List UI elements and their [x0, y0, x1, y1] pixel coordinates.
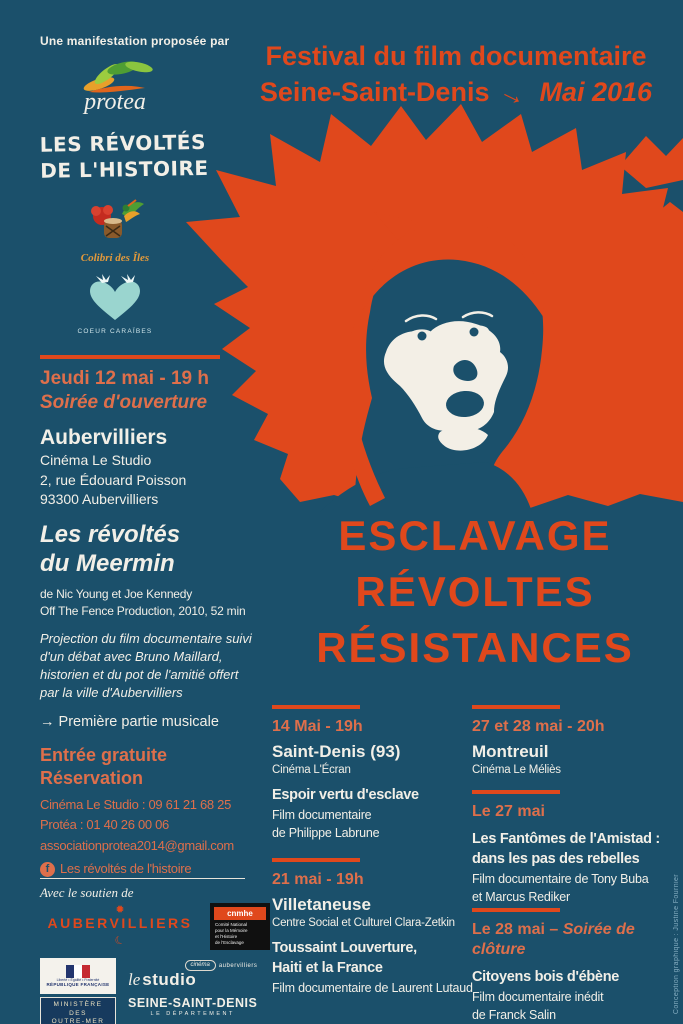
reservation-label: Réservation — [40, 767, 144, 788]
right-pupil — [470, 328, 479, 337]
opening-subtitle: Soirée d'ouverture — [40, 392, 208, 413]
studio-word: studio — [142, 970, 197, 989]
screening-date: 21 mai - 19h — [272, 871, 364, 888]
ministere-name — [40, 997, 116, 1024]
left-pupil — [418, 332, 427, 341]
main-title-line2: RÉVOLTES — [355, 568, 595, 615]
festival-title-line1: Festival du film documentaire — [265, 41, 647, 71]
screening-film-title — [472, 967, 678, 987]
contact-email: associationprotea2014@gmail.com — [40, 837, 234, 853]
screening-date: 27 et 28 mai - 20h — [472, 718, 605, 735]
colibri-caption: Colibri des Îles — [80, 252, 150, 264]
opening-film-title-line2: du Meermin — [40, 549, 175, 577]
screening-saint-denis — [272, 705, 467, 842]
revoltes-line1: LES RÉVOLTÉS — [39, 129, 207, 157]
cnmhe-acronym: cnmhe — [214, 907, 266, 920]
film-credits-line: Film documentaire — [272, 808, 372, 822]
screening-film-credits — [472, 989, 678, 1024]
republique-text: RÉPUBLIQUE FRANÇAISE — [46, 982, 110, 988]
festival-title-line2 — [240, 74, 672, 114]
revoltes-histoire-logo — [40, 128, 246, 184]
flag-stripes — [66, 965, 90, 978]
screening-venue: Centre Social et Culturel Clara-Zetkin — [272, 917, 455, 929]
festival-region: Seine-Saint-Denis — [259, 77, 490, 107]
screening-film-credits — [472, 871, 678, 906]
support-row1 — [40, 901, 270, 950]
opening-address2: 93300 Aubervilliers — [40, 491, 159, 507]
opening-film-credits-line1: de Nic Young et Joe Kennedy — [40, 586, 193, 601]
motto-text: Liberté • Égalité • Fraternité — [56, 977, 100, 982]
film-credits-line: de Philippe Labrune — [272, 825, 380, 840]
screening-date-suffix: Soirée de clôture — [472, 921, 635, 958]
coeur-caraibes-icon — [82, 274, 148, 322]
screening-city: Montreuil — [472, 742, 549, 761]
screening-film-title — [472, 829, 678, 869]
flame-fragment — [620, 136, 683, 188]
facebook-page-name: Les révoltés de l'histoire — [60, 861, 192, 876]
screening-film-credits — [272, 807, 467, 842]
screening-date: Le 27 mai — [472, 803, 545, 820]
orange-rule — [40, 355, 220, 359]
film-credits-line: Film documentaire inédit — [472, 990, 604, 1004]
studio-city: aubervilliers — [218, 962, 258, 969]
support-label: Avec le soutien de — [40, 885, 134, 900]
orange-rule — [472, 790, 560, 794]
revoltes-line2: DE L'HISTOIRE — [40, 155, 209, 183]
film-title-line: Espoir vertu d'esclave — [272, 787, 419, 803]
opening-venue: Cinéma Le Studio — [40, 452, 152, 468]
cnmhe-line: de l'Esclavage — [215, 940, 244, 945]
studio-le: le — [128, 970, 141, 989]
screening-date — [472, 920, 678, 960]
opening-film-credits-line2: Off The Fence Production, 2010, 52 min — [40, 603, 246, 618]
film-title-line: Toussaint Louverture, — [272, 940, 417, 956]
film-credits-line: de Franck Salin — [472, 1007, 556, 1022]
coeur-caraibes-caption: COEUR CARAÏBES — [77, 328, 153, 335]
colibri-logo — [40, 194, 190, 264]
cnmhe-line: et l'Histoire — [215, 934, 238, 939]
screening-film-title — [272, 938, 477, 978]
main-title-line1: ESCLAVAGE — [338, 512, 612, 559]
cnmhe-line: Comité National — [215, 922, 248, 927]
support-section — [40, 878, 270, 1024]
screening-film-credits — [272, 980, 477, 998]
orange-rule — [472, 705, 560, 709]
opening-city: Aubervilliers — [40, 426, 168, 449]
film-title-line: Les Fantômes de l'Amistad : — [472, 831, 660, 847]
design-credit: Conception graphique : Justine Fournier — [673, 873, 680, 1014]
sun-icon: ✹ — [115, 904, 125, 916]
film-credits-line: Film documentaire de Tony Buba — [472, 872, 649, 886]
studio-pill: cinéma — [185, 960, 216, 971]
support-row2 — [40, 958, 270, 1024]
orange-rule — [272, 705, 360, 709]
orange-rule — [272, 858, 360, 862]
moon-icon: ☾ — [112, 933, 128, 949]
ministere-line: DES — [69, 1009, 87, 1017]
opening-music-note: → Première partie musicale — [40, 713, 219, 730]
screening-city: Saint-Denis (93) — [272, 742, 401, 761]
divider — [40, 878, 245, 879]
film-credits-line: Film documentaire de Laurent Lutaud — [272, 981, 473, 995]
facebook-icon: f — [40, 862, 55, 877]
ministere-outremer-logo — [40, 958, 116, 1024]
main-title — [285, 508, 665, 676]
seine-saint-denis-logo — [128, 996, 257, 1017]
proposed-by-label: Une manifestation proposée par — [40, 34, 230, 48]
screening-venue: Cinéma Le Méliès — [472, 764, 561, 776]
cnmhe-logo — [210, 903, 270, 950]
screening-villetaneuse — [272, 858, 477, 998]
ministere-line: MINISTÈRE — [53, 1001, 103, 1008]
opening-description: Projection du film documentaire suivi d'un débat avec Bruno Maillard, historien et du pot de l'amitié offert par la ville d'Aubervilliers — [40, 630, 252, 700]
facebook-row — [40, 859, 266, 880]
opening-address1: 2, rue Édouard Poisson — [40, 471, 187, 488]
opening-film-title-line1: Les révoltés — [40, 520, 181, 548]
aubervilliers-logo — [40, 905, 200, 949]
screening-date-text: Le 28 mai – — [472, 921, 559, 938]
opening-date: Jeudi 12 mai - 19 h — [40, 368, 209, 389]
screening-cloture — [472, 908, 678, 1024]
french-flag — [40, 958, 116, 994]
contact-block — [40, 744, 266, 880]
cnmhe-line: pour la Mémoire — [215, 928, 248, 933]
sponsor-column — [40, 34, 245, 335]
le-studio-logo — [128, 958, 257, 1017]
screening-venue: Cinéma L'Écran — [272, 764, 351, 776]
festival-header — [240, 38, 672, 114]
ssd-name: SEINE-SAINT-DENIS — [128, 996, 258, 1010]
screening-amistad — [472, 790, 678, 906]
colibri-icon — [84, 194, 146, 246]
screening-city: Villetaneuse — [272, 895, 371, 914]
studio-name — [128, 971, 257, 989]
protea-logo — [40, 58, 190, 116]
aubervilliers-name: AUBERVILLIERS — [47, 915, 193, 931]
opening-film-title — [40, 520, 266, 578]
coeur-caraibes-logo — [40, 274, 190, 335]
ssd-subtitle: LE DÉPARTEMENT — [150, 1011, 235, 1017]
screening-date: 14 Mai - 19h — [272, 718, 363, 735]
film-title-line: Citoyens bois d'ébène — [472, 969, 620, 985]
opening-film-credits — [40, 586, 266, 620]
protea-logo-name: protea — [84, 89, 146, 115]
arrow-icon: → — [494, 74, 533, 114]
opening-night-section — [40, 355, 266, 880]
main-title-line3: RÉSISTANCES — [316, 624, 634, 671]
phone-studio: Cinéma Le Studio : 09 61 21 68 25 — [40, 796, 232, 812]
phone-protea: Protéa : 01 40 26 00 06 — [40, 817, 169, 832]
free-entry-label: Entrée gratuite — [40, 744, 168, 765]
screening-film-title — [272, 785, 467, 805]
film-title-line: Haiti et la France — [272, 960, 383, 976]
film-title-line: dans les pas des rebelles — [472, 851, 640, 867]
screening-montreuil — [472, 705, 672, 778]
festival-date: Mai 2016 — [539, 77, 653, 107]
ministere-line: OUTRE-MER — [51, 1018, 105, 1024]
orange-rule — [472, 908, 560, 912]
film-credits-line: et Marcus Rediker — [472, 889, 571, 904]
